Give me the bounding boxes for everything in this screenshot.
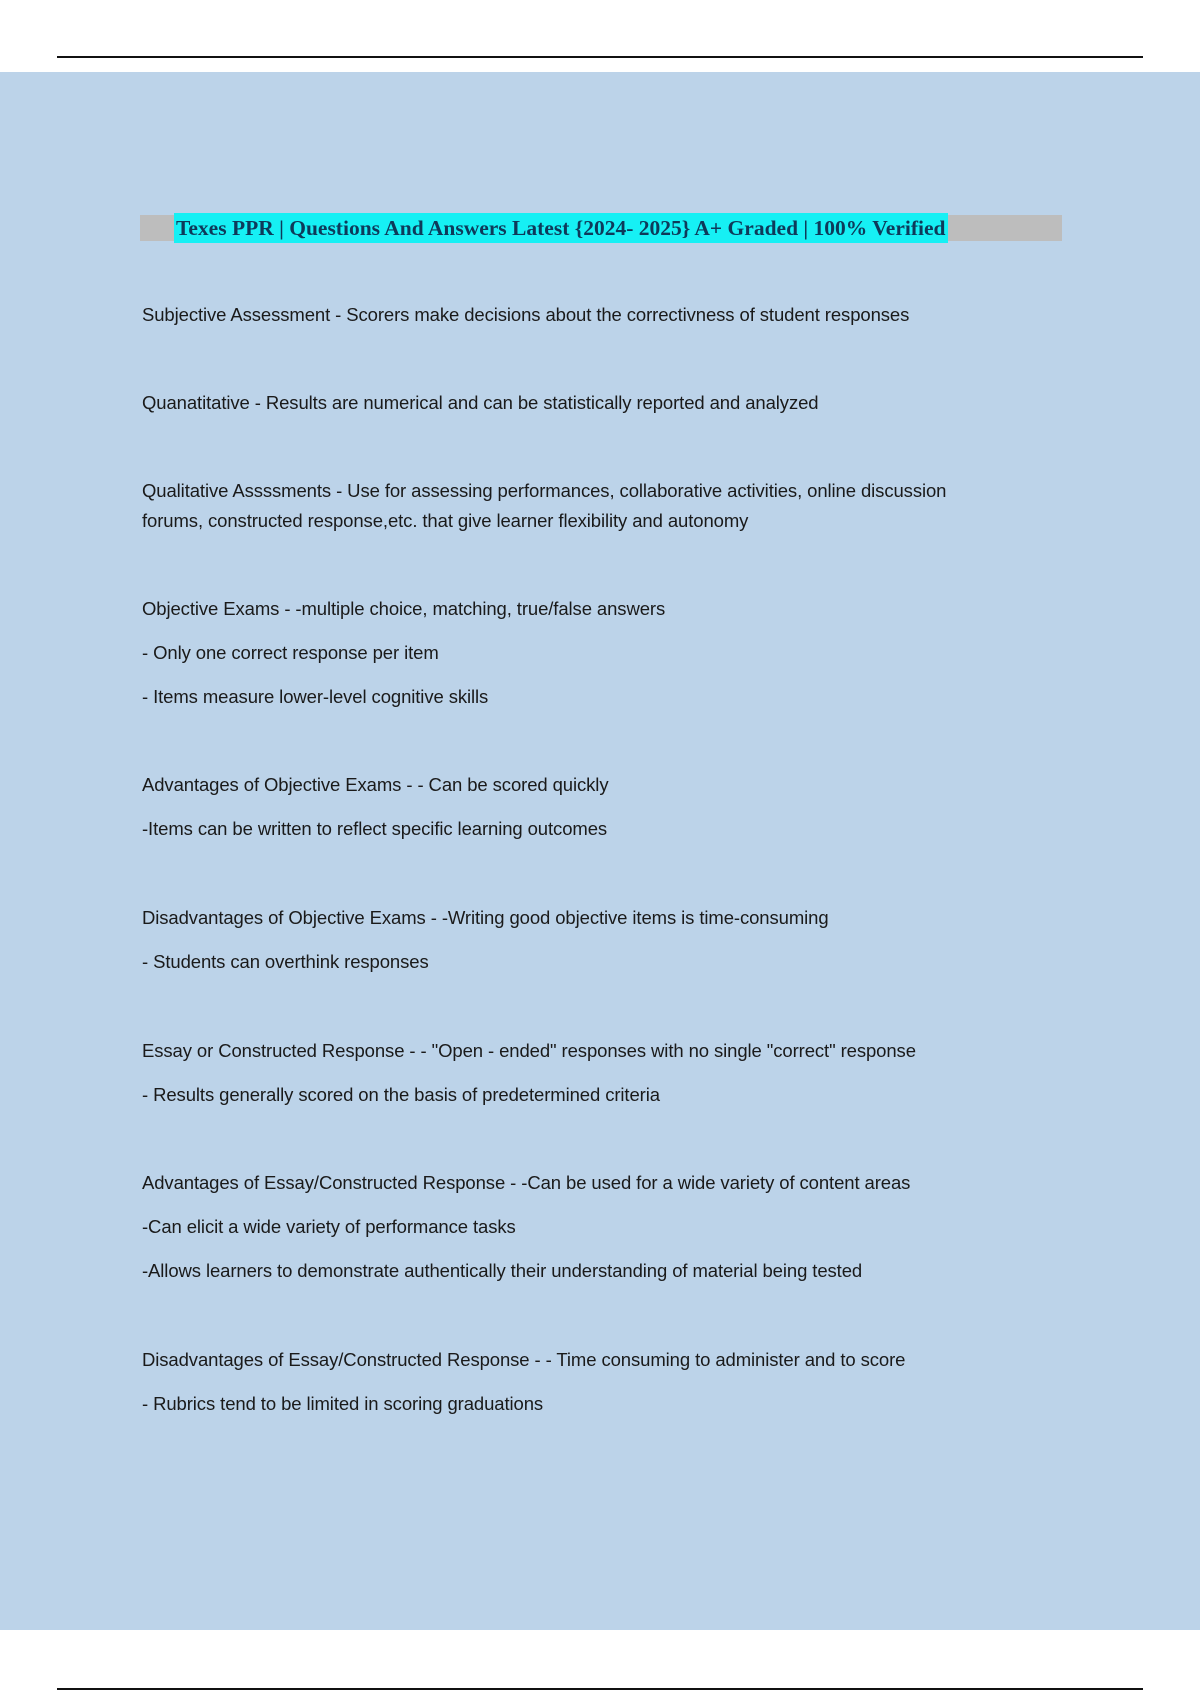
entry-line: Subjective Assessment - Scorers make decisions about the correctivness of student responses	[142, 304, 910, 325]
entry-line: Qualitative Assssments - Use for assessing performances, collaborative activities, online discussion	[142, 480, 947, 501]
entry-line: - Only one correct response per item	[142, 642, 439, 663]
entry-line: Quanatitative - Results are numerical and can be statistically reported and analyzed	[142, 392, 819, 413]
entry-line: Disadvantages of Objective Exams - -Writing good objective items is time-consuming	[142, 907, 829, 928]
entry-line: - Results generally scored on the basis of predetermined criteria	[142, 1084, 660, 1105]
entry-line: -Items can be written to reflect specific learning outcomes	[142, 818, 608, 839]
entry-line: - Items measure lower-level cognitive skills	[142, 686, 489, 707]
entry-line: Advantages of Objective Exams - - Can be scored quickly	[142, 774, 609, 795]
entry-line: - Rubrics tend to be limited in scoring graduations	[142, 1393, 544, 1414]
entry-line: -Can elicit a wide variety of performance tasks	[142, 1216, 516, 1237]
entry-line: - Students can overthink responses	[142, 951, 429, 972]
document-title: Texes PPR | Questions And Answers Latest {2024- 2025} A+ Graded | 100% Verified	[176, 215, 946, 240]
entry-line: Objective Exams - -multiple choice, matching, true/false answers	[142, 598, 666, 619]
bottom-rule	[57, 1688, 1143, 1690]
top-rule	[57, 56, 1143, 58]
entry-line: Disadvantages of Essay/Constructed Response - - Time consuming to administer and to score	[142, 1349, 906, 1370]
title-highlight	[174, 213, 948, 243]
entry-line: forums, constructed response,etc. that give learner flexibility and autonomy	[142, 510, 749, 531]
entry-line: -Allows learners to demonstrate authentically their understanding of material being tested	[142, 1260, 863, 1281]
entry-line: Essay or Constructed Response - - "Open - ended" responses with no single "correct" response	[142, 1040, 916, 1061]
entry-line: Advantages of Essay/Constructed Response - -Can be used for a wide variety of content areas	[142, 1172, 911, 1193]
